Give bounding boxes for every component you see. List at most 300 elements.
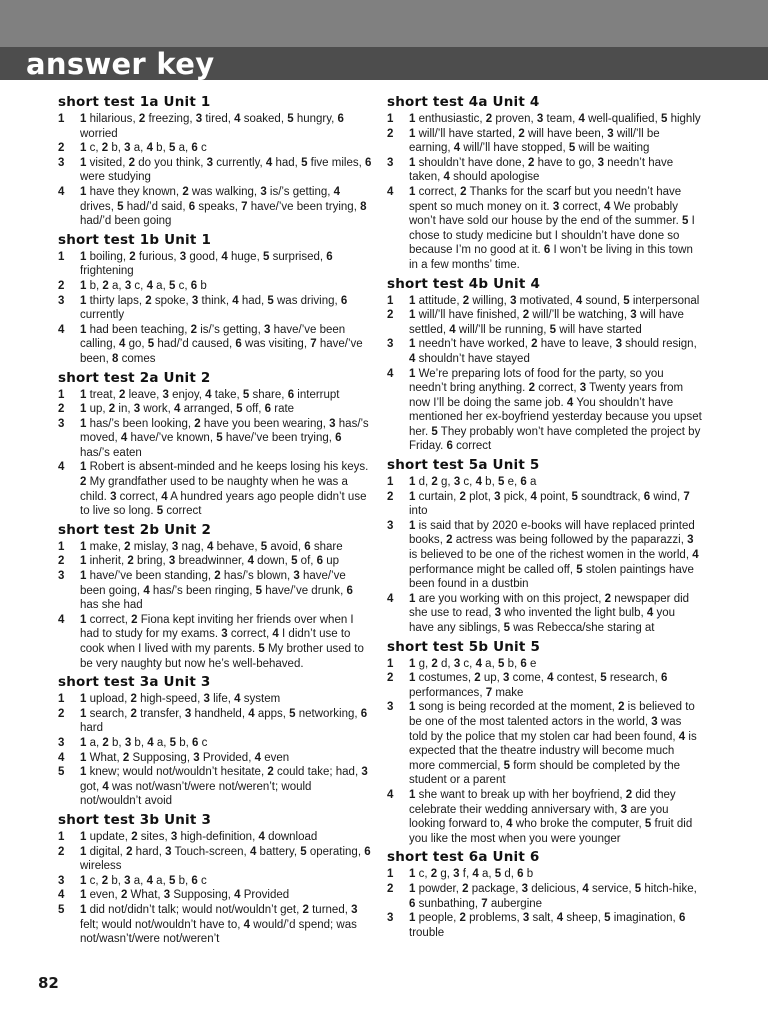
exercise-number: 4 xyxy=(387,367,394,380)
answer-number: 4 xyxy=(205,388,212,401)
answer-section xyxy=(387,94,703,273)
exercise xyxy=(58,707,374,736)
answer-text: who broke the computer xyxy=(515,818,639,831)
answer-number: 3 xyxy=(536,113,544,125)
answer-number: 5 xyxy=(497,657,505,670)
answer-number: 1 xyxy=(409,672,416,685)
answer-number: 6 xyxy=(340,294,348,307)
answer-text: even xyxy=(89,889,115,902)
answer-number: 3 xyxy=(597,156,605,169)
answer-text: have/’ve known xyxy=(130,432,210,445)
answer-text: hilarious xyxy=(89,113,133,125)
answer-text: b xyxy=(507,657,514,670)
answer-number: 3 xyxy=(329,417,336,430)
answer-text: newspaper did she use to read xyxy=(409,592,690,620)
answer-text: hard xyxy=(80,722,104,735)
exercise-answers: 1 upload, 2 high-speed, 3 life, 4 system xyxy=(80,693,281,706)
answer-number: 3 xyxy=(620,803,627,816)
exercise-answers: 1 thirty laps, 2 spoke, 3 think, 4 had, 5 was driving, 6 currently xyxy=(80,294,348,322)
answer-number: 6 xyxy=(190,279,198,292)
answer-number: 4 xyxy=(566,396,574,409)
answer-text: transfer xyxy=(140,707,179,720)
answer-text: Thanks for the scarf but you needn’t have spent so much money on it. xyxy=(409,185,682,213)
answer-number: 6 xyxy=(188,200,196,213)
exercise-answers: 1 costumes, 2 up, 3 come, 4 contest, 5 research, 6 performances, 7 make xyxy=(409,672,668,699)
answer-text: b xyxy=(179,736,186,749)
exercise xyxy=(387,308,703,337)
answer-text: have/’ve been xyxy=(80,338,363,365)
answer-text: g xyxy=(440,868,447,881)
exercise-number: 2 xyxy=(58,403,65,416)
answer-number: 5 xyxy=(242,388,250,401)
answer-text: did they celebrate their wedding anniversary with xyxy=(409,788,676,816)
answer-number: 2 xyxy=(127,555,134,568)
exercise-number: 4 xyxy=(387,788,394,801)
answer-text: was not/wasn’t/were not/weren’t; would not/wouldn’t avoid xyxy=(80,780,312,808)
answer-text: contest xyxy=(556,672,594,685)
answer-text: sound xyxy=(585,294,617,307)
answer-number: 3 xyxy=(552,200,560,213)
exercise xyxy=(387,112,703,127)
exercise xyxy=(58,417,374,461)
exercise-number: 2 xyxy=(387,490,394,503)
answer-text: even xyxy=(264,751,290,764)
answer-text: correct xyxy=(562,200,598,213)
answer-text: Supposing xyxy=(132,751,187,764)
exercise-number: 2 xyxy=(387,127,394,140)
answer-text: c xyxy=(418,868,425,881)
answer-number: 3 xyxy=(170,830,178,843)
answer-number: 1 xyxy=(80,751,87,764)
exercise xyxy=(387,337,703,366)
answer-text: You shouldn’t have mentioned her ex-boyfriend yesterday because you upset her. xyxy=(409,396,702,438)
answer-text: soundtrack xyxy=(581,490,638,503)
answer-number: 2 xyxy=(126,845,133,858)
answer-number: 7 xyxy=(310,338,317,351)
answer-text: team xyxy=(546,113,573,125)
answer-text: off xyxy=(245,403,259,416)
answer-text: leave xyxy=(128,388,157,401)
answer-number: 2 xyxy=(527,156,535,169)
answer-text: a xyxy=(485,657,492,670)
exercise xyxy=(387,156,703,185)
answer-number: 4 xyxy=(247,555,254,568)
answer-number: 1 xyxy=(409,476,416,489)
answer-text: Touch-screen xyxy=(174,845,244,858)
exercise-answers: 1 song is being recorded at the moment, 2 is believed to be one of the most talented actors in the world, 3 was told by the police that my stolen car had been found, 4 is expected that the theatre industry will become much more commercial, 5 form should be completed by the student or a parent xyxy=(409,701,697,787)
answer-number: 6 xyxy=(446,440,453,453)
answer-number: 6 xyxy=(643,490,651,503)
answer-text: take xyxy=(214,388,237,401)
answer-number: 4 xyxy=(120,432,128,445)
exercise xyxy=(58,830,374,845)
answer-number: 6 xyxy=(364,845,371,858)
answer-text: shouldn’t have stayed xyxy=(418,352,530,365)
answer-text: c xyxy=(89,874,96,887)
answer-number: 3 xyxy=(165,845,172,858)
exercise-number: 1 xyxy=(58,250,65,263)
answer-text: c xyxy=(201,736,208,749)
answer-text: treat xyxy=(89,388,113,401)
answer-number: 4 xyxy=(646,607,654,620)
exercise xyxy=(387,185,703,273)
exercise xyxy=(387,127,703,156)
answer-number: 5 xyxy=(549,323,557,336)
answer-number: 1 xyxy=(80,540,87,553)
answer-text: attitude xyxy=(418,294,457,307)
answer-text: b xyxy=(134,736,141,749)
answer-text: trouble xyxy=(409,926,445,939)
answer-number: 1 xyxy=(80,889,87,902)
exercise xyxy=(58,903,374,947)
answer-text: sites xyxy=(140,830,165,843)
answer-number: 6 xyxy=(346,584,353,597)
answer-number: 2 xyxy=(190,323,198,336)
answer-number: 2 xyxy=(267,766,274,779)
answer-text: interrupt xyxy=(297,388,340,401)
exercise-number: 5 xyxy=(58,766,65,779)
answer-text: They probably won’t have completed the project by Friday. xyxy=(409,425,701,453)
answer-text: correct xyxy=(166,505,202,518)
answer-text: song is being recorded at the moment xyxy=(418,701,612,714)
answer-number: 4 xyxy=(146,874,153,887)
section-heading: short test 3b Unit 3 xyxy=(58,811,212,828)
answer-text: powder xyxy=(418,882,456,895)
answer-number: 1 xyxy=(409,185,416,198)
answer-number: 5 xyxy=(503,622,511,634)
exercise xyxy=(58,388,374,403)
answer-number: 2 xyxy=(102,736,109,749)
exercise-answers: 1 a, 2 b, 3 b, 4 a, 5 b, 6 c xyxy=(80,736,208,749)
answer-number: 5 xyxy=(301,156,308,169)
exercise-answers: 1 hilarious, 2 freezing, 3 tired, 4 soaked, 5 hungry, 6 worried xyxy=(80,113,344,140)
answer-text: she want to break up with her boyfriend xyxy=(418,788,620,801)
answer-text: c xyxy=(89,142,96,155)
answer-number: 3 xyxy=(203,693,210,706)
answer-number: 4 xyxy=(248,707,255,720)
answer-text: will/’ll be running xyxy=(458,323,544,336)
exercise xyxy=(387,490,703,519)
answer-number: 3 xyxy=(453,657,461,670)
answer-number: 1 xyxy=(80,388,87,401)
answer-number: 2 xyxy=(194,417,201,430)
answer-text: currently xyxy=(80,309,125,322)
answer-number: 5 xyxy=(262,250,270,263)
exercise-answers: 1 attitude, 2 willing, 3 motivated, 4 sound, 5 interpersonal xyxy=(409,294,700,307)
answer-text: surprised xyxy=(272,250,320,263)
answer-number: 2 xyxy=(460,185,467,198)
exercise-number: 1 xyxy=(387,113,394,125)
exercise-answers: 1 correct, 2 Fiona kept inviting her friends over when I had to study for my exams. 3 correct, 4 I didn’t use to cook when I lived with my parents. 5 My brother used to be very naughty but now he’s well-behaved. xyxy=(80,613,364,670)
answer-text: What xyxy=(89,751,117,764)
answer-number: 2 xyxy=(119,388,126,401)
answer-number: 1 xyxy=(80,830,87,843)
answer-text: will/’ll have stopped xyxy=(463,142,563,155)
answer-number: 1 xyxy=(80,570,87,583)
answer-text: interpersonal xyxy=(632,294,700,307)
exercise-number: 3 xyxy=(387,519,394,532)
answer-number: 1 xyxy=(80,903,87,916)
page-title: answer key xyxy=(26,47,215,81)
answer-number: 1 xyxy=(409,309,416,322)
answer-number: 2 xyxy=(528,382,535,395)
answer-text: service xyxy=(591,882,629,895)
answer-number: 2 xyxy=(182,185,189,198)
answer-number: 5 xyxy=(289,707,296,720)
answer-text: g xyxy=(441,476,448,489)
answer-number: 2 xyxy=(518,127,525,140)
answer-number: 1 xyxy=(80,279,87,292)
answer-text: will/’ll have started xyxy=(418,127,512,140)
answer-number: 4 xyxy=(146,279,153,292)
answer-number: 6 xyxy=(678,912,686,925)
exercise-answers: 1 inherit, 2 bring, 3 breadwinner, 4 down, 5 of, 6 up xyxy=(80,555,340,568)
answer-text: Fiona kept inviting her friends over when I had to study for my exams. xyxy=(80,613,354,641)
exercise-number: 2 xyxy=(58,555,65,568)
answer-number: 2 xyxy=(129,250,136,263)
answer-text: worried xyxy=(80,127,118,140)
answer-number: 1 xyxy=(80,294,87,307)
answer-number: 6 xyxy=(191,874,198,887)
exercise xyxy=(58,294,374,323)
answer-text: felt; would not/wouldn’t have to xyxy=(80,918,238,931)
answer-text: d xyxy=(441,657,448,670)
answer-number: 2 xyxy=(462,294,470,307)
answer-number: 5 xyxy=(634,882,642,895)
answer-number: 2 xyxy=(131,613,138,626)
answer-number: 4 xyxy=(161,490,168,503)
exercise-number: 2 xyxy=(387,672,394,685)
answer-text: We probably won’t have sold our house by the end of the summer. xyxy=(409,200,679,228)
answer-text: I won’t be living in this town in a few months’ time. xyxy=(409,244,693,271)
answer-text: b xyxy=(178,874,185,887)
answer-text: hungry xyxy=(296,113,332,125)
answer-number: 2 xyxy=(102,279,109,292)
answer-text: performance might be called off xyxy=(409,563,570,576)
answer-number: 3 xyxy=(184,707,192,720)
exercise-number: 4 xyxy=(387,592,394,605)
answer-text: correct xyxy=(418,185,454,198)
answer-number: 1 xyxy=(409,490,416,503)
answer-number: 3 xyxy=(124,736,132,749)
answer-text: were studying xyxy=(80,171,151,184)
answer-number: 6 xyxy=(543,244,551,257)
answer-number: 2 xyxy=(130,707,137,720)
answer-number: 5 xyxy=(117,200,124,213)
answer-text: behave xyxy=(216,540,255,553)
answer-text: is believed to be one of the most talented actors in the world xyxy=(409,701,695,728)
answer-text: high-speed xyxy=(140,693,198,706)
answer-text: has/’s blown xyxy=(223,570,287,583)
exercise-number: 1 xyxy=(387,294,394,307)
answer-number: 3 xyxy=(179,250,187,263)
answer-number: 1 xyxy=(409,338,416,351)
exercise-number: 4 xyxy=(387,185,394,198)
answer-number: 3 xyxy=(453,868,460,881)
answer-number: 3 xyxy=(263,323,271,336)
answer-text: research xyxy=(609,672,655,685)
answer-text: needn’t have taken xyxy=(409,156,674,184)
answer-text: will have started xyxy=(559,323,642,336)
answer-text: will be waiting xyxy=(578,142,650,155)
exercise xyxy=(58,460,374,518)
exercise-number: 1 xyxy=(58,830,65,843)
answer-text: wireless xyxy=(80,860,122,873)
answer-number: 4 xyxy=(174,403,181,416)
answer-text: What xyxy=(130,889,158,902)
answer-text: g xyxy=(418,657,426,670)
answer-number: 4 xyxy=(258,830,265,843)
answer-text: digital xyxy=(89,845,120,858)
answer-text: a xyxy=(156,736,164,749)
answer-text: had/’d caused xyxy=(157,338,230,351)
answer-number: 5 xyxy=(576,563,583,576)
answer-text: got xyxy=(80,780,96,793)
answer-text: My brother used to be very naughty but now he’s well-behaved. xyxy=(80,643,364,670)
exercise-number: 3 xyxy=(58,736,65,749)
answer-number: 3 xyxy=(521,882,528,895)
answer-number: 4 xyxy=(578,113,585,125)
exercise-answers: 1 she want to break up with her boyfriend, 2 did they celebrate their wedding anniversary with, 3 are you looking forward to, 4 who broke the computer, 5 fruit did you like the most when you were younger xyxy=(409,788,693,845)
exercise-answers: 1 c, 2 b, 3 a, 4 a, 5 b, 6 c xyxy=(80,874,207,887)
answer-number: 2 xyxy=(128,156,136,169)
answer-text: do you think xyxy=(138,156,201,169)
answer-number: 3 xyxy=(124,279,132,292)
answer-text: package xyxy=(471,882,516,895)
answer-text: curtain xyxy=(418,490,454,503)
answer-number: 3 xyxy=(124,874,131,887)
exercise-answers: 1 needn’t have worked, 2 have to leave, 3 should resign, 4 shouldn’t have stayed xyxy=(409,338,697,365)
answer-number: 4 xyxy=(232,294,239,307)
answer-text: apps xyxy=(257,707,283,720)
answer-number: 6 xyxy=(304,540,311,553)
answer-number: 6 xyxy=(409,897,416,910)
answer-number: 7 xyxy=(241,200,248,213)
answer-number: 4 xyxy=(254,751,261,764)
answer-text: share xyxy=(252,388,282,401)
answer-number: 3 xyxy=(615,338,622,351)
left-column xyxy=(58,94,374,950)
exercise-number: 5 xyxy=(58,903,65,916)
exercise-answers: 1 We’re preparing lots of food for the party, so you needn’t bring anything. 2 correct, 3 Twenty years from now I’ll be doing the same job. 4 You shouldn’t have mentioned her ex-boyfriend yesterday because you upset her. 5 They probably won’t have completed the project by Friday. 6 correct xyxy=(409,367,702,453)
answer-text: sheep xyxy=(566,912,598,925)
exercise-number: 4 xyxy=(58,751,65,764)
answer-text: actress was being followed by the paparazzi xyxy=(455,534,681,547)
answer-number: 4 xyxy=(556,912,564,925)
answer-text: networking xyxy=(298,707,355,720)
answer-number: 2 xyxy=(108,403,116,416)
answer-number: 4 xyxy=(333,185,341,198)
answer-text: b xyxy=(112,736,119,749)
answer-text: up xyxy=(326,555,340,568)
answer-number: 3 xyxy=(361,766,368,779)
answer-number: 1 xyxy=(80,693,87,706)
answer-number: 1 xyxy=(409,113,416,125)
answer-number: 4 xyxy=(506,818,513,831)
exercise-number: 1 xyxy=(58,388,65,401)
answer-text: are you working with on this project xyxy=(418,592,599,605)
answer-text: bring xyxy=(136,555,163,568)
answer-text: was walking xyxy=(191,185,254,198)
answer-number: 5 xyxy=(156,505,164,518)
answer-number: 1 xyxy=(409,367,416,380)
answer-number: 2 xyxy=(462,882,469,895)
answer-number: 2 xyxy=(618,701,625,714)
answer-text: have you been wearing xyxy=(203,417,323,430)
exercise xyxy=(58,156,374,185)
answer-number: 2 xyxy=(522,309,530,322)
answer-number: 5 xyxy=(168,279,176,292)
answer-number: 1 xyxy=(80,142,87,155)
answer-text: motivated xyxy=(519,294,570,307)
exercise xyxy=(387,657,703,672)
answer-text: was told by the police that my stolen car had been found xyxy=(409,715,682,743)
answer-number: 4 xyxy=(102,780,109,793)
answer-text: boiling xyxy=(89,250,123,263)
answer-number: 1 xyxy=(80,113,87,125)
answer-number: 5 xyxy=(600,672,607,685)
section-heading: short test 1b Unit 1 xyxy=(58,231,212,248)
answer-text: will/’ll have finished xyxy=(418,309,517,322)
answer-number: 5 xyxy=(681,215,689,228)
answer-number: 4 xyxy=(409,352,416,365)
exercise-answers: 1 correct, 2 Thanks for the scarf but you needn’t have spent so much money on it. 3 correct, 4 We probably won’t have sold our house by the end of the summer. 5 I chose to study medicine but I shouldn’t have done so because I’m no good at it. 6 I won’t be living in this town in a few months’ time. xyxy=(409,185,695,271)
answer-text: correct xyxy=(538,382,574,395)
answer-number: 5 xyxy=(644,818,652,831)
answer-number: 1 xyxy=(409,592,416,605)
section-heading: short test 5b Unit 5 xyxy=(387,638,541,655)
answer-number: 1 xyxy=(409,294,416,307)
answer-text: should apologise xyxy=(453,171,540,184)
answer-text: b xyxy=(526,868,534,881)
answer-number: 1 xyxy=(80,766,87,779)
answer-text: battery xyxy=(259,845,294,858)
answer-text: c xyxy=(178,279,185,292)
answer-text: have/’ve been trying xyxy=(225,432,329,445)
answer-text: b xyxy=(156,142,163,155)
answer-text: correct xyxy=(119,490,155,503)
exercise xyxy=(58,279,374,294)
answer-number: 5 xyxy=(236,403,243,416)
answer-number: 1 xyxy=(80,185,87,198)
exercise-number: 4 xyxy=(58,461,65,474)
answer-text: is believed to be one of the richest women in the world xyxy=(409,549,686,562)
answer-text: currently xyxy=(216,156,260,169)
answer-number: 3 xyxy=(163,889,171,902)
answer-number: 2 xyxy=(446,534,453,547)
answer-text: is said that by 2020 e-books will have replaced printed books xyxy=(409,519,695,547)
answer-number: 5 xyxy=(497,476,505,489)
answer-number: 6 xyxy=(360,707,368,720)
answer-number: 1 xyxy=(80,403,87,416)
answer-number: 4 xyxy=(234,113,241,125)
answer-number: 6 xyxy=(337,113,344,125)
exercise-number: 4 xyxy=(58,613,65,626)
answer-text: delicious xyxy=(531,882,576,895)
answer-number: 4 xyxy=(530,490,537,503)
exercise-answers: 1 visited, 2 do you think, 3 currently, 4 had, 5 five miles, 6 were studying xyxy=(80,156,372,184)
answer-number: 3 xyxy=(453,476,461,489)
answer-text: is/’s getting xyxy=(269,185,328,198)
answer-number: 2 xyxy=(122,751,130,764)
answer-text: c xyxy=(463,476,470,489)
exercise xyxy=(387,592,703,636)
answer-text: c xyxy=(134,279,141,292)
answer-text: has/’s eaten xyxy=(80,446,142,459)
exercise xyxy=(387,294,703,309)
answer-number: 3 xyxy=(607,127,614,140)
answer-text: has/’s been ringing xyxy=(152,584,250,597)
